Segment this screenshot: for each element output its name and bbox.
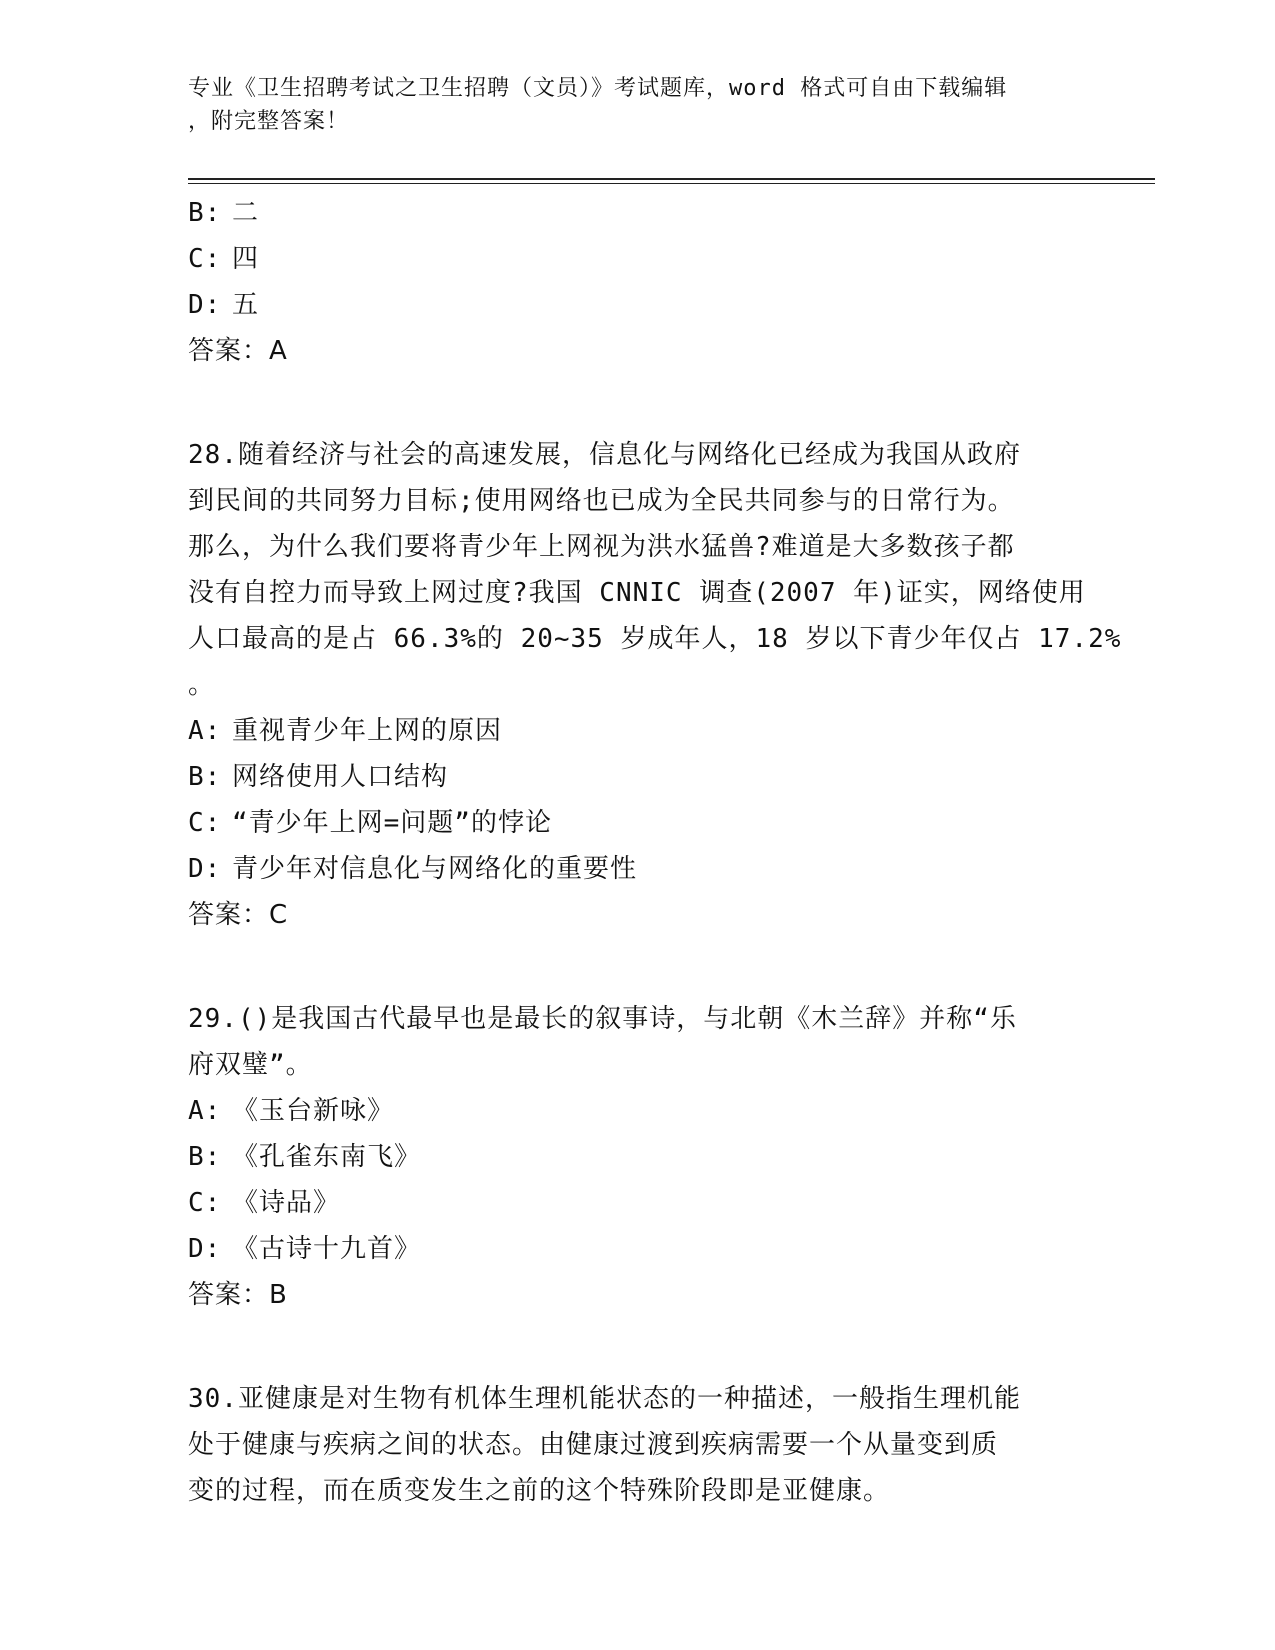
option-c: C: 《诗品》 bbox=[188, 1188, 341, 1218]
option-b: B: 二 bbox=[188, 198, 260, 228]
stem-line: 那么，为什么我们要将青少年上网视为洪水猛兽?难道是大多数孩子都 bbox=[188, 532, 1015, 562]
stem-line: 处于健康与疾病之间的状态。由健康过渡到疾病需要一个从量变到质 bbox=[188, 1430, 999, 1460]
option-d: D: 《古诗十九首》 bbox=[188, 1234, 422, 1264]
option-c: C: 四 bbox=[188, 244, 260, 274]
spacer bbox=[188, 374, 1088, 432]
stem-line: 没有自控力而导致上网过度?我国 CNNIC 调查(2007 年)证实，网络使用 bbox=[188, 578, 1086, 608]
stem-line: 29.()是我国古代最早也是最长的叙事诗，与北朝《木兰辞》并称“乐 bbox=[188, 1004, 1017, 1034]
header-line-1: 专业《卫生招聘考试之卫生招聘（文员）》考试题库，word 格式可自由下载编辑 bbox=[188, 76, 1008, 101]
question-29 bbox=[188, 996, 1088, 1318]
header-line-2: ，附完整答案！ bbox=[188, 109, 350, 134]
page-header bbox=[188, 72, 1078, 138]
stem-line: 到民间的共同努力目标;使用网络也已成为全民共同参与的日常行为。 bbox=[188, 486, 1015, 516]
stem-line: 人口最高的是占 66.3%的 20~35 岁成年人，18 岁以下青少年仅占 17.2% bbox=[188, 624, 1122, 654]
stem-line: 变的过程，而在质变发生之前的这个特殊阶段即是亚健康。 bbox=[188, 1476, 891, 1506]
header-divider-thin bbox=[188, 183, 1155, 184]
spacer bbox=[188, 1318, 1088, 1376]
option-b: B: 网络使用人口结构 bbox=[188, 762, 449, 792]
option-d: D: 青少年对信息化与网络化的重要性 bbox=[188, 854, 638, 884]
question-30 bbox=[188, 1376, 1088, 1514]
question-stem bbox=[188, 1376, 1088, 1514]
option-a: A: 重视青少年上网的原因 bbox=[188, 716, 503, 746]
question-stem bbox=[188, 432, 1122, 708]
option-d: D: 五 bbox=[188, 290, 260, 320]
question-stem bbox=[188, 996, 1088, 1088]
question-28 bbox=[188, 432, 1122, 938]
answer-line: 答案：C bbox=[188, 900, 289, 930]
option-a: A: 《玉台新咏》 bbox=[188, 1096, 395, 1126]
stem-line: 。 bbox=[188, 670, 216, 700]
option-b: B: 《孔雀东南飞》 bbox=[188, 1142, 422, 1172]
option-c: C: “青少年上网=问题”的悖论 bbox=[188, 808, 552, 838]
stem-line: 30.亚健康是对生物有机体生理机能状态的一种描述，一般指生理机能 bbox=[188, 1384, 1021, 1414]
document-body bbox=[188, 190, 1122, 1514]
answer-line: 答案：B bbox=[188, 1280, 288, 1310]
question-27-continued bbox=[188, 190, 1088, 374]
stem-line: 28.随着经济与社会的高速发展，信息化与网络化已经成为我国从政府 bbox=[188, 440, 1021, 470]
spacer bbox=[188, 938, 1088, 996]
stem-line: 府双璧”。 bbox=[188, 1050, 313, 1080]
answer-line: 答案：A bbox=[188, 336, 288, 366]
header-divider-thick bbox=[188, 178, 1155, 180]
